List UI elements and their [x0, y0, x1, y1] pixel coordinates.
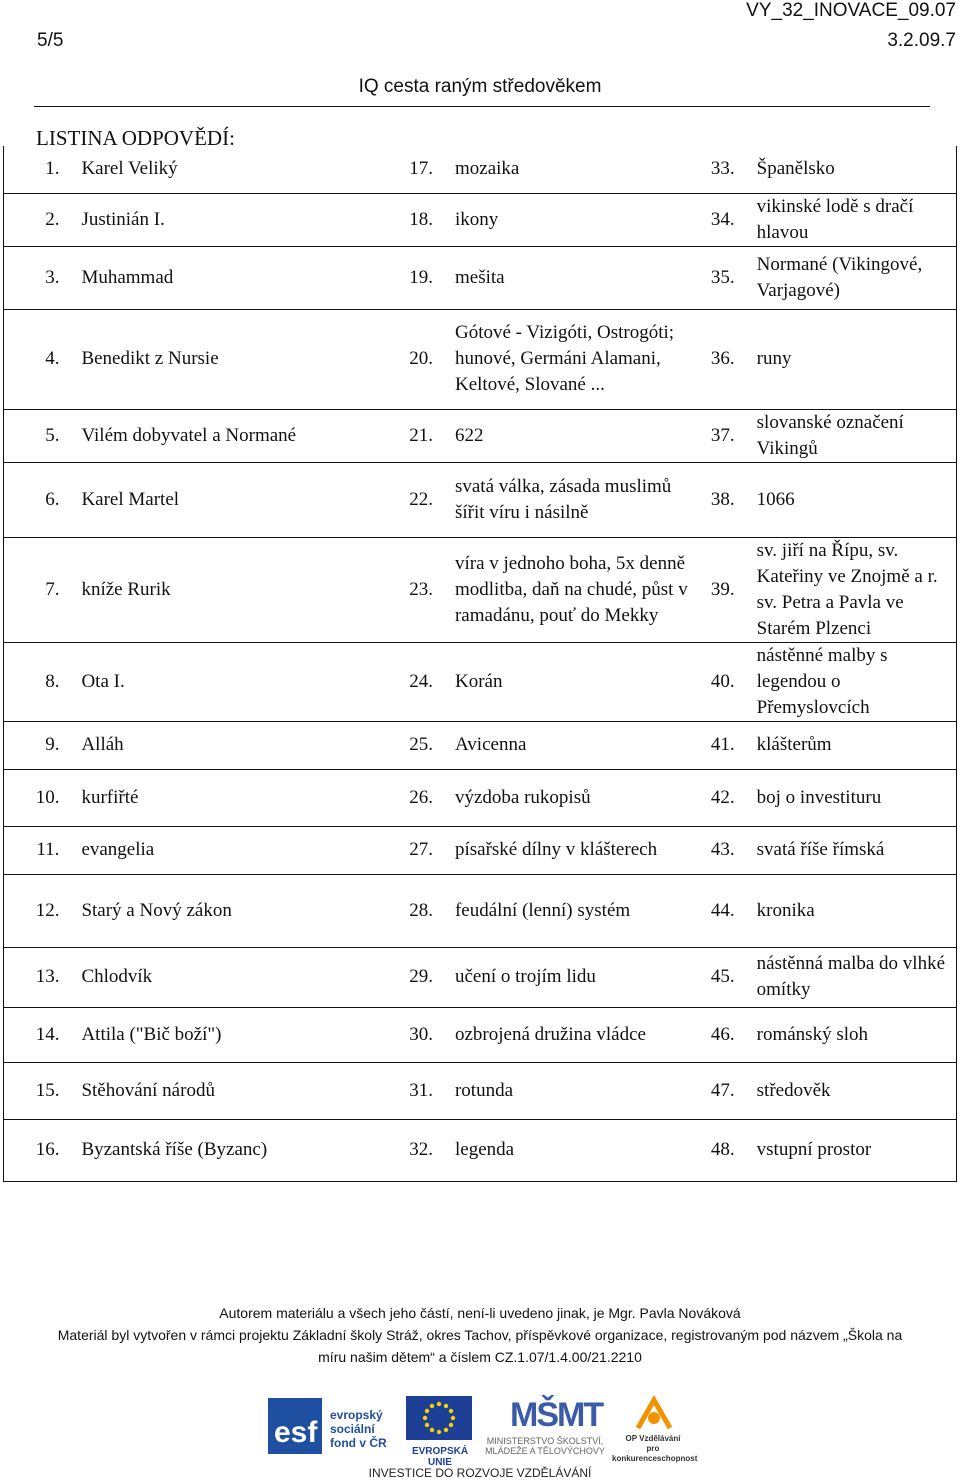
eu-text: EVROPSKÁ UNIE	[411, 1446, 469, 1468]
answer-text: legenda	[439, 1119, 689, 1181]
answer-number: 15.	[4, 1062, 66, 1119]
answer-text: Muhammad	[65, 246, 369, 309]
answer-number: 41.	[689, 721, 741, 769]
answer-text: Normané (Vikingové, Varjagové)	[741, 246, 957, 309]
answer-number: 34.	[689, 193, 741, 246]
answer-text: Attila ("Bič boží")	[65, 1007, 369, 1062]
answer-text: feudální (lenní) systém	[439, 874, 689, 947]
answer-number: 25.	[369, 721, 439, 769]
answer-table	[3, 146, 957, 1182]
answer-number: 17.	[369, 146, 439, 193]
answer-number: 11.	[4, 826, 66, 874]
eu-flag-icon	[400, 1394, 476, 1444]
answer-number: 40.	[689, 642, 741, 721]
answer-number: 20.	[369, 309, 439, 409]
investment-slogan: INVESTICE DO ROZVOJE VZDĚLÁVÁNÍ	[368, 1466, 592, 1480]
answer-number: 24.	[369, 642, 439, 721]
answer-text: ikony	[439, 193, 689, 246]
answer-text: Byzantská říše (Byzanc)	[65, 1119, 369, 1181]
answer-number: 27.	[369, 826, 439, 874]
table-row	[4, 1062, 957, 1119]
msmt-text-1: MINISTERSTVO ŠKOLSTVÍ,	[486, 1436, 604, 1446]
answer-text: svatá válka, zásada muslimů šířit víru i násilně	[439, 462, 689, 537]
table-row	[4, 1007, 957, 1062]
answer-text: Ota I.	[65, 642, 369, 721]
esf-text-3: fond v ČR	[330, 1436, 387, 1450]
answer-number: 43.	[689, 826, 741, 874]
esf-mark-icon	[266, 1394, 326, 1458]
answer-number: 38.	[689, 462, 741, 537]
answer-text: víra v jednoho boha, 5x denně modlitba, daň na chudé, půst v ramadánu, pouť do Mekky	[439, 537, 689, 642]
document-title: IQ cesta raným středověkem	[358, 76, 602, 97]
table-row	[4, 642, 957, 721]
answer-number: 6.	[4, 462, 66, 537]
answer-number: 18.	[369, 193, 439, 246]
svg-text:esf: esf	[274, 1416, 318, 1449]
answer-number: 4.	[4, 309, 66, 409]
answer-number: 47.	[689, 1062, 741, 1119]
footer-author: Autorem materiálu a všech jeho částí, není-li uvedeno jinak, je Mgr. Pavla Nováková	[219, 1305, 741, 1321]
answer-text: svatá říše římská	[741, 826, 957, 874]
answer-text: runy	[741, 309, 957, 409]
answer-number: 33.	[689, 146, 741, 193]
answer-number: 9.	[4, 721, 66, 769]
document-subcode: 3.2.09.7	[887, 30, 956, 51]
table-row	[4, 309, 957, 409]
answer-number: 3.	[4, 246, 66, 309]
page-number: 5/5	[37, 30, 64, 51]
esf-text-2: sociální	[330, 1422, 375, 1436]
answer-text: písařské dílny v klášterech	[439, 826, 689, 874]
answer-number: 39.	[689, 537, 741, 642]
answer-text: 622	[439, 409, 689, 462]
answer-text: Karel Veliký	[65, 146, 369, 193]
op-mark-icon	[612, 1394, 694, 1434]
answer-number: 5.	[4, 409, 66, 462]
answer-number: 14.	[4, 1007, 66, 1062]
answer-number: 42.	[689, 769, 741, 826]
table-row	[4, 193, 957, 246]
answer-text: sv. jiří na Řípu, sv. Kateřiny ve Znojmě a r. sv. Petra a Pavla ve Starém Plzenci	[741, 537, 957, 642]
svg-text:MŠMT: MŠMT	[510, 1396, 603, 1432]
answer-text: Stěhování národů	[65, 1062, 369, 1119]
answer-text: výzdoba rukopisů	[439, 769, 689, 826]
msmt-text-2: MLÁDEŽE A TĚLOVÝCHOVY	[485, 1446, 605, 1456]
answer-number: 36.	[689, 309, 741, 409]
table-row	[4, 1119, 957, 1181]
answer-text: Španělsko	[741, 146, 957, 193]
answer-text: Justinián I.	[65, 193, 369, 246]
table-row	[4, 874, 957, 947]
answer-number: 13.	[4, 947, 66, 1007]
answer-number: 31.	[369, 1062, 439, 1119]
answer-text: Karel Martel	[65, 462, 369, 537]
header-rule	[34, 106, 930, 107]
answer-number: 32.	[369, 1119, 439, 1181]
answer-text: románský sloh	[741, 1007, 957, 1062]
msmt-mark-icon	[480, 1394, 610, 1432]
answer-number: 22.	[369, 462, 439, 537]
table-row	[4, 947, 957, 1007]
esf-text-1: evropský	[330, 1408, 383, 1422]
answer-number: 35.	[689, 246, 741, 309]
answer-text: Vilém dobyvatel a Normané	[65, 409, 369, 462]
answer-number: 21.	[369, 409, 439, 462]
answer-number: 7.	[4, 537, 66, 642]
answer-text: kronika	[741, 874, 957, 947]
answer-text: slovanské označení Vikingů	[741, 409, 957, 462]
answer-text: Starý a Nový zákon	[65, 874, 369, 947]
answer-number: 10.	[4, 769, 66, 826]
answer-text: klášterům	[741, 721, 957, 769]
answer-text: 1066	[741, 462, 957, 537]
answer-text: boj o investituru	[741, 769, 957, 826]
answer-number: 8.	[4, 642, 66, 721]
answer-text: učení o trojím lidu	[439, 947, 689, 1007]
op-text-1: OP Vzdělávání	[625, 1434, 681, 1443]
answer-number: 46.	[689, 1007, 741, 1062]
table-row	[4, 462, 957, 537]
answer-number: 26.	[369, 769, 439, 826]
answer-text: Chlodvík	[65, 947, 369, 1007]
answer-text: ozbrojená družina vládce	[439, 1007, 689, 1062]
answer-number: 37.	[689, 409, 741, 462]
msmt-logo	[480, 1394, 610, 1458]
table-row	[4, 826, 957, 874]
answer-number: 30.	[369, 1007, 439, 1062]
answer-text: evangelia	[65, 826, 369, 874]
answer-list-heading: LISTINA ODPOVĚDÍ:	[36, 126, 235, 150]
footer-registration: míru našim dětem“ a číslem CZ.1.07/1.4.00/21.2210	[318, 1349, 642, 1365]
answer-text: vstupní prostor	[741, 1119, 957, 1181]
document-code: VY_32_INOVACE_09.07	[746, 0, 956, 21]
answer-number: 16.	[4, 1119, 66, 1181]
answer-number: 19.	[369, 246, 439, 309]
table-row	[4, 769, 957, 826]
answer-number: 28.	[369, 874, 439, 947]
table-row	[4, 409, 957, 462]
op-text-2: pro konkurenceschopnost	[612, 1444, 698, 1463]
answer-number: 23.	[369, 537, 439, 642]
answer-number: 45.	[689, 947, 741, 1007]
answer-text: středověk	[741, 1062, 957, 1119]
answer-text: mešita	[439, 246, 689, 309]
answer-table-body	[4, 146, 957, 1181]
esf-logo	[266, 1394, 396, 1458]
answer-text: vikinské lodě s dračí hlavou	[741, 193, 957, 246]
answer-text: Avicenna	[439, 721, 689, 769]
table-row	[4, 537, 957, 642]
op-vk-logo	[612, 1394, 698, 1463]
answer-text: kníže Rurik	[65, 537, 369, 642]
answer-number: 2.	[4, 193, 66, 246]
answer-number: 44.	[689, 874, 741, 947]
answer-text: Gótové - Vizigóti, Ostrogóti; hunové, Germáni Alamani, Keltové, Slované ...	[439, 309, 689, 409]
answer-text: kurfiřté	[65, 769, 369, 826]
answer-number: 29.	[369, 947, 439, 1007]
table-row	[4, 146, 957, 193]
answer-text: mozaika	[439, 146, 689, 193]
table-row	[4, 246, 957, 309]
table-row	[4, 721, 957, 769]
answer-text: rotunda	[439, 1062, 689, 1119]
answer-number: 12.	[4, 874, 66, 947]
answer-text: nástěnná malba do vlhké omítky	[741, 947, 957, 1007]
answer-text: Benedikt z Nursie	[65, 309, 369, 409]
answer-number: 48.	[689, 1119, 741, 1181]
answer-text: Alláh	[65, 721, 369, 769]
answer-text: nástěnné malby s legendou o Přemyslovcích	[741, 642, 957, 721]
answer-number: 1.	[4, 146, 66, 193]
footer-project: Materiál byl vytvořen v rámci projektu Základní školy Stráž, okres Tachov, příspěvkové organizace, registrovaným pod názvem „Škola na	[57, 1327, 903, 1343]
eu-logo	[400, 1394, 476, 1468]
answer-text: Korán	[439, 642, 689, 721]
